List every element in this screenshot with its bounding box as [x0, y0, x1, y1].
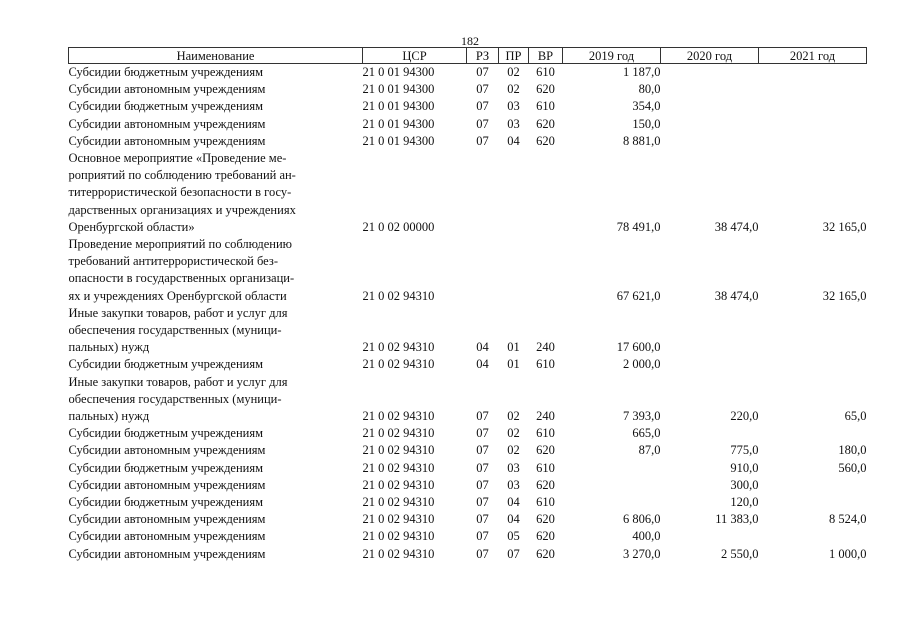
row-pr: 01	[507, 340, 520, 355]
header-name: Наименование	[69, 48, 363, 64]
row-name-line: Проведение мероприятий по соблюдению	[68, 237, 292, 252]
row-value-2021	[759, 425, 867, 442]
row-pr: 07	[507, 546, 520, 561]
row-vr: 610	[536, 426, 555, 441]
table-row	[69, 356, 867, 373]
row-rz: 07	[476, 443, 489, 458]
row-value-2020	[661, 356, 759, 373]
row-name-line: Субсидии бюджетным учреждениям	[68, 99, 264, 114]
row-name-line: Субсидии бюджетным учреждениям	[68, 426, 264, 441]
table-row	[69, 442, 867, 459]
row-pr: 02	[507, 426, 520, 441]
row-name	[69, 460, 363, 477]
row-value-2020: 910,0	[730, 460, 759, 475]
row-csr: 21 0 01 94300	[362, 65, 435, 79]
row-value-2020	[661, 133, 759, 150]
row-value-2019: 1 187,0	[623, 65, 661, 79]
page-number: 182	[461, 34, 479, 48]
row-name	[69, 528, 363, 545]
row-name-line: пальных) нужд	[68, 340, 150, 355]
row-pr: 03	[507, 99, 520, 114]
row-value-2021	[759, 356, 867, 373]
row-name	[69, 81, 363, 98]
row-name	[69, 133, 363, 150]
table-row	[69, 494, 867, 511]
row-vr: 610	[536, 460, 555, 475]
row-value-2020: 220,0	[730, 409, 759, 424]
row-value-2021	[759, 477, 867, 494]
row-rz: 07	[476, 116, 489, 131]
row-name-line: Оренбургской области»	[68, 219, 195, 234]
row-name-line: обеспечения государственных (муници-	[68, 323, 282, 338]
row-value-2019: 400,0	[632, 529, 661, 544]
row-value-2019: 7 393,0	[623, 409, 661, 424]
row-pr: 05	[507, 529, 520, 544]
row-name-line: дарственных организациях и учреждениях	[68, 202, 296, 217]
row-vr: 610	[536, 495, 555, 510]
row-value-2020	[661, 425, 759, 442]
row-pr: 02	[507, 409, 520, 424]
row-csr: 21 0 02 94310	[362, 409, 435, 424]
row-name-line: Субсидии автономным учреждениям	[68, 477, 266, 492]
row-name-line: титеррористической безопасности в госу-	[68, 185, 292, 200]
row-vr: 620	[536, 512, 555, 527]
row-vr: 610	[536, 65, 555, 79]
row-value-2020: 38 474,0	[714, 288, 759, 303]
row-csr: 21 0 02 94310	[362, 426, 435, 441]
row-csr: 21 0 02 94310	[362, 460, 435, 475]
row-csr: 21 0 02 94310	[362, 495, 435, 510]
header-pr: ПР	[499, 48, 529, 64]
row-csr: 21 0 02 00000	[362, 219, 435, 234]
row-name-line: Субсидии бюджетным учреждениям	[68, 460, 264, 475]
row-value-2021	[759, 98, 867, 115]
row-name-line: роприятий по соблюдению требований ан-	[68, 168, 296, 183]
header-2019: 2019 год	[563, 48, 661, 64]
row-value-2019: 6 806,0	[623, 512, 661, 527]
row-name	[69, 494, 363, 511]
row-value-2019: 80,0	[638, 82, 661, 97]
row-value-2020: 775,0	[730, 443, 759, 458]
row-value-2020	[661, 116, 759, 133]
row-value-2019: 87,0	[638, 443, 661, 458]
row-name	[69, 64, 363, 82]
row-value-2021	[759, 133, 867, 150]
row-name-line: Субсидии бюджетным учреждениям	[68, 357, 264, 372]
row-value-2019: 2 000,0	[623, 357, 661, 372]
table-row	[69, 460, 867, 477]
table-row	[69, 116, 867, 133]
header-row	[69, 48, 867, 64]
row-value-2020: 2 550,0	[721, 546, 759, 561]
row-vr: 620	[536, 477, 555, 492]
row-pr: 04	[507, 495, 520, 510]
row-name-line: Субсидии автономным учреждениям	[68, 82, 266, 97]
row-vr: 240	[536, 409, 555, 424]
table-row	[69, 511, 867, 528]
row-name	[69, 442, 363, 459]
row-name	[69, 546, 363, 563]
row-pr: 02	[507, 82, 520, 97]
row-vr: 620	[536, 546, 555, 561]
row-name	[69, 356, 363, 373]
row-vr: 240	[536, 340, 555, 355]
row-value-2020	[661, 81, 759, 98]
row-rz: 07	[476, 82, 489, 97]
row-name-line: опасности в государственных организаци-	[68, 271, 295, 286]
row-value-2021: 180,0	[838, 443, 867, 458]
row-rz	[467, 150, 499, 236]
row-rz: 07	[476, 133, 489, 148]
row-value-2019: 17 600,0	[616, 340, 661, 355]
row-value-2020: 300,0	[730, 477, 759, 492]
row-name	[69, 236, 363, 305]
row-rz	[467, 236, 499, 305]
row-rz: 07	[476, 529, 489, 544]
table-row	[69, 81, 867, 98]
row-name-line: Субсидии автономным учреждениям	[68, 443, 266, 458]
row-vr: 620	[536, 82, 555, 97]
row-value-2021	[759, 494, 867, 511]
row-value-2019: 3 270,0	[623, 546, 661, 561]
row-csr: 21 0 01 94300	[362, 82, 435, 97]
row-value-2021	[759, 81, 867, 98]
row-name-line: Субсидии автономным учреждениям	[68, 133, 266, 148]
row-csr: 21 0 01 94300	[362, 116, 435, 131]
row-value-2020	[661, 528, 759, 545]
row-name-line: Иные закупки товаров, работ и услуг для	[68, 374, 288, 389]
row-csr: 21 0 02 94310	[362, 443, 435, 458]
row-rz: 04	[476, 357, 489, 372]
row-rz: 07	[476, 546, 489, 561]
header-vr: ВР	[529, 48, 563, 64]
row-value-2020: 38 474,0	[714, 219, 759, 234]
row-vr: 620	[536, 133, 555, 148]
row-pr: 02	[507, 443, 520, 458]
row-value-2021: 65,0	[844, 409, 867, 424]
row-name	[69, 98, 363, 115]
row-value-2019: 67 621,0	[616, 288, 661, 303]
table-row	[69, 477, 867, 494]
row-vr: 610	[536, 357, 555, 372]
row-value-2020	[661, 98, 759, 115]
header-csr: ЦСР	[363, 48, 467, 64]
row-value-2020	[661, 305, 759, 357]
row-value-2019: 150,0	[632, 116, 661, 131]
row-name-line: Основное мероприятие «Проведение ме-	[68, 151, 287, 166]
row-pr: 03	[507, 116, 520, 131]
row-csr: 21 0 02 94310	[362, 340, 435, 355]
row-value-2020: 11 383,0	[715, 512, 759, 527]
row-rz: 07	[476, 65, 489, 79]
row-value-2019: 665,0	[632, 426, 661, 441]
row-name-line: Субсидии автономным учреждениям	[68, 529, 266, 544]
row-rz: 04	[476, 340, 489, 355]
table-row	[69, 236, 867, 305]
budget-table	[68, 47, 867, 563]
row-rz: 07	[476, 409, 489, 424]
row-vr	[529, 150, 563, 236]
row-rz: 07	[476, 426, 489, 441]
row-value-2021: 8 524,0	[829, 512, 867, 527]
row-name	[69, 425, 363, 442]
row-name-line: пальных) нужд	[68, 409, 150, 424]
row-value-2021	[759, 64, 867, 82]
table-row	[69, 425, 867, 442]
row-name-line: Иные закупки товаров, работ и услуг для	[68, 305, 288, 320]
row-value-2021	[759, 528, 867, 545]
row-name-line: Субсидии автономным учреждениям	[68, 546, 266, 561]
row-name-line: требований антитеррористической без-	[68, 254, 278, 269]
row-value-2019	[563, 494, 661, 511]
row-vr: 620	[536, 116, 555, 131]
row-csr: 21 0 02 94310	[362, 512, 435, 527]
row-rz: 07	[476, 477, 489, 492]
row-value-2020: 120,0	[730, 495, 759, 510]
row-value-2021: 560,0	[838, 460, 867, 475]
row-csr: 21 0 01 94300	[362, 99, 435, 114]
row-name	[69, 305, 363, 357]
row-name	[69, 116, 363, 133]
row-rz: 07	[476, 512, 489, 527]
row-value-2019: 8 881,0	[623, 133, 661, 148]
table-row	[69, 98, 867, 115]
row-value-2021	[759, 305, 867, 357]
row-name	[69, 374, 363, 426]
row-pr: 02	[507, 65, 520, 79]
row-pr: 03	[507, 460, 520, 475]
header-2021: 2021 год	[759, 48, 867, 64]
row-name-line: ях и учреждениях Оренбургской области	[68, 288, 287, 303]
header-rz: РЗ	[467, 48, 499, 64]
row-value-2019	[563, 460, 661, 477]
row-csr: 21 0 02 94310	[362, 288, 435, 303]
row-name-line: Субсидии бюджетным учреждениям	[68, 495, 264, 510]
row-csr: 21 0 02 94310	[362, 357, 435, 372]
row-value-2020	[661, 64, 759, 82]
table-row	[69, 133, 867, 150]
table-row	[69, 528, 867, 545]
row-csr: 21 0 02 94310	[362, 529, 435, 544]
row-name	[69, 150, 363, 236]
table-row	[69, 64, 867, 82]
row-name-line: Субсидии автономным учреждениям	[68, 512, 266, 527]
row-pr: 03	[507, 477, 520, 492]
table-row	[69, 305, 867, 357]
row-name	[69, 477, 363, 494]
row-name	[69, 511, 363, 528]
row-value-2019: 354,0	[632, 99, 661, 114]
row-name-line: обеспечения государственных (муници-	[68, 391, 282, 406]
table-row	[69, 546, 867, 563]
row-name-line: Субсидии бюджетным учреждениям	[68, 65, 264, 79]
row-value-2021: 1 000,0	[829, 546, 867, 561]
row-pr: 04	[507, 133, 520, 148]
row-value-2021: 32 165,0	[822, 219, 867, 234]
row-pr: 01	[507, 357, 520, 372]
row-name-line: Субсидии автономным учреждениям	[68, 116, 266, 131]
row-vr: 620	[536, 443, 555, 458]
row-pr	[499, 236, 529, 305]
row-rz: 07	[476, 495, 489, 510]
header-2020: 2020 год	[661, 48, 759, 64]
row-csr: 21 0 02 94310	[362, 477, 435, 492]
table-row	[69, 150, 867, 236]
row-value-2019: 78 491,0	[616, 219, 661, 234]
row-value-2021	[759, 116, 867, 133]
table-body	[69, 64, 867, 563]
table-row	[69, 374, 867, 426]
row-value-2021: 32 165,0	[822, 288, 867, 303]
row-csr: 21 0 01 94300	[362, 133, 435, 148]
row-pr: 04	[507, 512, 520, 527]
row-vr: 620	[536, 529, 555, 544]
row-vr	[529, 236, 563, 305]
row-csr: 21 0 02 94310	[362, 546, 435, 561]
row-rz: 07	[476, 460, 489, 475]
row-pr	[499, 150, 529, 236]
row-rz: 07	[476, 99, 489, 114]
row-value-2019	[563, 477, 661, 494]
row-vr: 610	[536, 99, 555, 114]
